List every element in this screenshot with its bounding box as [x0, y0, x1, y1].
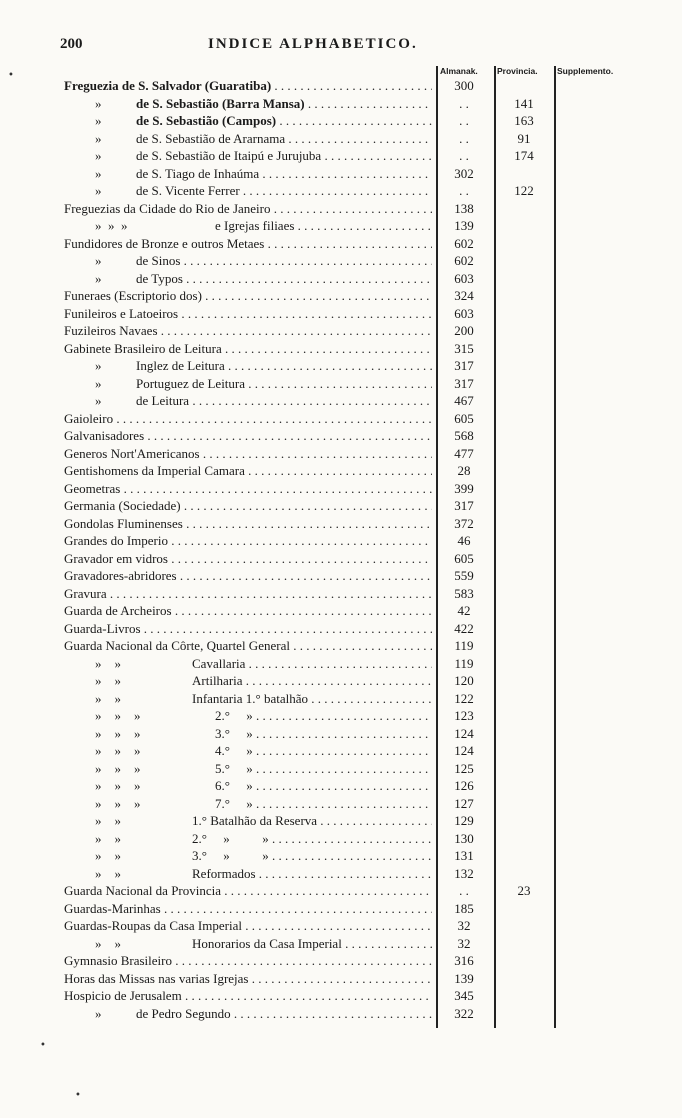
entry-label: Guarda de Archeiros . . .	[64, 602, 432, 620]
provincia-page: 163	[514, 113, 534, 128]
ditto-marks: »	[95, 148, 102, 163]
index-row	[0, 812, 682, 830]
index-row	[0, 77, 682, 95]
entry-label: Gentishomens da Imperial Camara . . .	[64, 462, 432, 480]
ditto-marks: » » »	[95, 218, 128, 233]
entry-label: 2.° » . . .	[215, 707, 432, 725]
index-row	[0, 182, 682, 200]
almanak-page: 119	[454, 655, 474, 671]
index-row	[0, 672, 682, 690]
almanak-page: 32	[457, 935, 471, 951]
ditto-marks: »	[95, 165, 102, 181]
entry-label: de Typos . . .	[136, 270, 432, 288]
index-row	[0, 865, 682, 883]
entry-label: Gabinete Brasileiro de Leitura . . .	[64, 340, 432, 358]
index-row	[0, 602, 682, 620]
index-row	[0, 760, 682, 778]
almanak-page: 120	[454, 673, 474, 688]
index-row	[0, 795, 682, 813]
entry-label: Funeraes (Escriptorio dos) . . .	[64, 287, 432, 305]
index-row	[0, 375, 682, 393]
almanak-page: 132	[454, 865, 474, 881]
index-row	[0, 900, 682, 918]
entry-label: de Leitura . . .	[136, 392, 432, 410]
entry-label: Guardas-Roupas da Casa Imperial . . .	[64, 917, 432, 935]
entry-label: Freguezias da Cidade do Rio de Janeiro . . .	[64, 200, 432, 218]
ditto-marks: »	[95, 113, 102, 128]
index-row	[0, 567, 682, 585]
entry-label: e Igrejas filiaes . . .	[215, 217, 432, 235]
index-row	[0, 882, 682, 900]
almanak-page: 119	[454, 638, 474, 653]
index-row	[0, 200, 682, 218]
entry-label: Fuzileiros Navaes . . .	[64, 322, 432, 340]
index-row	[0, 165, 682, 183]
ditto-marks: » »	[95, 690, 121, 706]
index-row	[0, 935, 682, 953]
index-row	[0, 287, 682, 305]
ditto-marks: » » »	[95, 795, 141, 811]
index-row	[0, 392, 682, 410]
ditto-marks: » » »	[95, 743, 141, 758]
almanak-page: 477	[454, 445, 474, 461]
index-row	[0, 235, 682, 253]
entry-label: Gondolas Fluminenses . . .	[64, 515, 432, 533]
index-row	[0, 917, 682, 935]
index-row	[0, 252, 682, 270]
almanak-page: 317	[454, 498, 474, 513]
page-header	[60, 36, 480, 56]
entry-label: de Sinos . . .	[136, 252, 432, 270]
almanak-page: 603	[454, 270, 474, 286]
entry-label: de Pedro Segundo . . .	[136, 1005, 432, 1023]
entry-label: de S. Sebastião (Barra Mansa) . . .	[136, 95, 432, 113]
almanak-page: . .	[459, 148, 469, 163]
entry-label: Hospicio de Jerusalem . . .	[64, 987, 432, 1005]
almanak-page: 185	[454, 900, 474, 916]
index-row	[0, 655, 682, 673]
almanak-page: 372	[454, 515, 474, 531]
almanak-page: 467	[454, 393, 474, 408]
entry-label: Fundidores de Bronze e outros Metaes . . .	[64, 235, 432, 253]
index-row	[0, 357, 682, 375]
index-row	[0, 130, 682, 148]
entry-label: 5.° » . . .	[215, 760, 432, 778]
almanak-page: 124	[454, 725, 474, 741]
almanak-page: 200	[454, 323, 474, 338]
almanak-page: 131	[454, 848, 474, 863]
almanak-page: 605	[454, 410, 474, 426]
provincia-page: 23	[517, 883, 531, 898]
ditto-marks: » » »	[95, 725, 141, 741]
index-row	[0, 690, 682, 708]
entry-label: Guarda-Livros . . .	[64, 620, 432, 638]
ditto-marks: » »	[95, 935, 121, 951]
ditto-marks: » » »	[95, 778, 141, 793]
almanak-page: 317	[454, 358, 474, 373]
almanak-page: 42	[457, 603, 471, 618]
entry-label: Cavallaria . . .	[192, 655, 432, 673]
almanak-page: 583	[454, 585, 474, 601]
entry-label: Generos Nort'Americanos . . .	[64, 445, 432, 463]
almanak-page: 322	[454, 1005, 474, 1021]
almanak-page: 122	[454, 690, 474, 706]
page-title: INDICE ALPHABETICO.	[208, 36, 418, 52]
almanak-page: 317	[454, 375, 474, 391]
almanak-page: 605	[454, 550, 474, 566]
almanak-page: 324	[454, 288, 474, 303]
almanak-page: 602	[454, 235, 474, 251]
ditto-marks: » »	[95, 830, 121, 846]
almanak-page: 302	[454, 165, 474, 181]
almanak-page: 399	[454, 480, 474, 496]
ditto-marks: »	[95, 253, 102, 268]
entry-label: de S. Vicente Ferrer . . .	[136, 182, 432, 200]
entry-label: Artilharia . . .	[192, 672, 432, 690]
almanak-page: 300	[454, 78, 474, 93]
entry-label: 3.° » » . . .	[192, 847, 432, 865]
almanak-page: 130	[454, 830, 474, 846]
provincia-page: 122	[514, 183, 534, 198]
index-row	[0, 1005, 682, 1023]
entry-label: Galvanisadores . . .	[64, 427, 432, 445]
entry-label: 2.° » » . . .	[192, 830, 432, 848]
print-speck: •	[8, 70, 14, 81]
ditto-marks: » »	[95, 848, 121, 863]
entry-label: Guardas-Marinhas . . .	[64, 900, 432, 918]
provincia-page: 91	[517, 130, 531, 146]
index-row	[0, 462, 682, 480]
entry-label: Reformados . . .	[192, 865, 432, 883]
index-row	[0, 585, 682, 603]
provincia-page: 141	[514, 95, 534, 111]
almanak-page: 139	[454, 970, 474, 986]
almanak-page: 602	[454, 253, 474, 268]
index-row	[0, 742, 682, 760]
index-row	[0, 847, 682, 865]
index-row	[0, 147, 682, 165]
entry-label: Inglez de Leitura . . .	[136, 357, 432, 375]
ditto-marks: » »	[95, 673, 121, 688]
almanak-page: 126	[454, 778, 474, 793]
almanak-page: 46	[457, 533, 471, 548]
ditto-marks: » » »	[95, 708, 141, 723]
entry-label: Funileiros e Latoeiros . . .	[64, 305, 432, 323]
entry-label: Honorarios da Casa Imperial . . .	[192, 935, 432, 953]
ditto-marks: »	[95, 375, 102, 391]
entry-label: Gymnasio Brasileiro . . .	[64, 952, 432, 970]
print-speck: •	[40, 1040, 46, 1051]
entry-label: Infantaria 1.° batalhão . . .	[192, 690, 432, 708]
index-row	[0, 620, 682, 638]
ditto-marks: » »	[95, 813, 121, 828]
almanak-page: 559	[454, 568, 474, 583]
almanak-page: 138	[454, 200, 474, 216]
index-row	[0, 707, 682, 725]
almanak-page: 28	[457, 463, 471, 478]
entry-label: Germania (Sociedade) . . .	[64, 497, 432, 515]
almanak-page: 603	[454, 305, 474, 321]
entry-label: Guarda Nacional da Côrte, Quartel General . . .	[64, 637, 432, 655]
almanak-page: 125	[454, 760, 474, 776]
entry-label: Gravura . . .	[64, 585, 432, 603]
page-number: 200	[60, 36, 83, 52]
almanak-page: 422	[454, 620, 474, 636]
index-row	[0, 777, 682, 795]
column-header-almanak: Almanak.	[440, 66, 478, 76]
ditto-marks: » »	[95, 865, 121, 881]
entry-label: Gravadores-abridores . . .	[64, 567, 432, 585]
ditto-marks: »	[95, 358, 102, 373]
almanak-page: . .	[459, 95, 469, 111]
almanak-page: . .	[459, 183, 469, 198]
ditto-marks: »	[95, 1005, 102, 1021]
entry-label: 1.° Batalhão da Reserva . . .	[192, 812, 432, 830]
entry-label: 3.° » . . .	[215, 725, 432, 743]
index-row	[0, 340, 682, 358]
index-row	[0, 830, 682, 848]
ditto-marks: »	[95, 393, 102, 408]
almanak-page: . .	[459, 883, 469, 898]
almanak-page: 315	[454, 340, 474, 356]
print-speck: •	[75, 1090, 81, 1101]
entry-label: Guarda Nacional da Provincia . . .	[64, 882, 432, 900]
ditto-marks: »	[95, 130, 102, 146]
entry-label: Gaioleiro . . .	[64, 410, 432, 428]
index-row	[0, 410, 682, 428]
index-entries	[0, 77, 682, 1022]
index-row	[0, 480, 682, 498]
ditto-marks: »	[95, 95, 102, 111]
index-row	[0, 532, 682, 550]
index-row	[0, 445, 682, 463]
almanak-page: . .	[459, 113, 469, 128]
entry-label: de S. Sebastião (Campos) . . .	[136, 112, 432, 130]
index-row	[0, 637, 682, 655]
almanak-page: 568	[454, 428, 474, 443]
almanak-page: 139	[454, 218, 474, 233]
ditto-marks: »	[95, 183, 102, 198]
almanak-page: 32	[457, 918, 471, 933]
entry-label: Grandes do Imperio . . .	[64, 532, 432, 550]
entry-label: 4.° » . . .	[215, 742, 432, 760]
index-row	[0, 217, 682, 235]
index-row	[0, 270, 682, 288]
index-row	[0, 725, 682, 743]
entry-label: 7.° » . . .	[215, 795, 432, 813]
index-row	[0, 515, 682, 533]
entry-label: de S. Tiago de Inhaúma . . .	[136, 165, 432, 183]
index-row	[0, 497, 682, 515]
ditto-marks: »	[95, 270, 102, 286]
index-row	[0, 970, 682, 988]
entry-label: Geometras . . .	[64, 480, 432, 498]
index-row	[0, 112, 682, 130]
entry-label: Horas das Missas nas varias Igrejas . . .	[64, 970, 432, 988]
entry-label: de S. Sebastião de Itaipú e Jurujuba . . .	[136, 147, 432, 165]
index-row	[0, 305, 682, 323]
almanak-page: . .	[459, 130, 469, 146]
index-row	[0, 550, 682, 568]
entry-label: de S. Sebastião de Ararnama . . .	[136, 130, 432, 148]
almanak-page: 127	[454, 795, 474, 811]
column-header-provincia: Provincia.	[497, 66, 538, 76]
ditto-marks: » » »	[95, 760, 141, 776]
column-header-supplemento: Supplemento.	[557, 66, 614, 76]
almanak-page: 123	[454, 708, 474, 723]
almanak-page: 124	[454, 743, 474, 758]
index-row	[0, 427, 682, 445]
entry-label: 6.° » . . .	[215, 777, 432, 795]
entry-label: Portuguez de Leitura . . .	[136, 375, 432, 393]
index-row	[0, 952, 682, 970]
entry-label: Gravador em vidros . . .	[64, 550, 432, 568]
ditto-marks: » »	[95, 655, 121, 671]
index-row	[0, 322, 682, 340]
index-row	[0, 95, 682, 113]
almanak-page: 316	[454, 953, 474, 968]
almanak-page: 129	[454, 813, 474, 828]
provincia-page: 174	[514, 148, 534, 163]
entry-label: Freguezia de S. Salvador (Guaratiba) . . .	[64, 77, 432, 95]
index-row	[0, 987, 682, 1005]
almanak-page: 345	[454, 988, 474, 1003]
